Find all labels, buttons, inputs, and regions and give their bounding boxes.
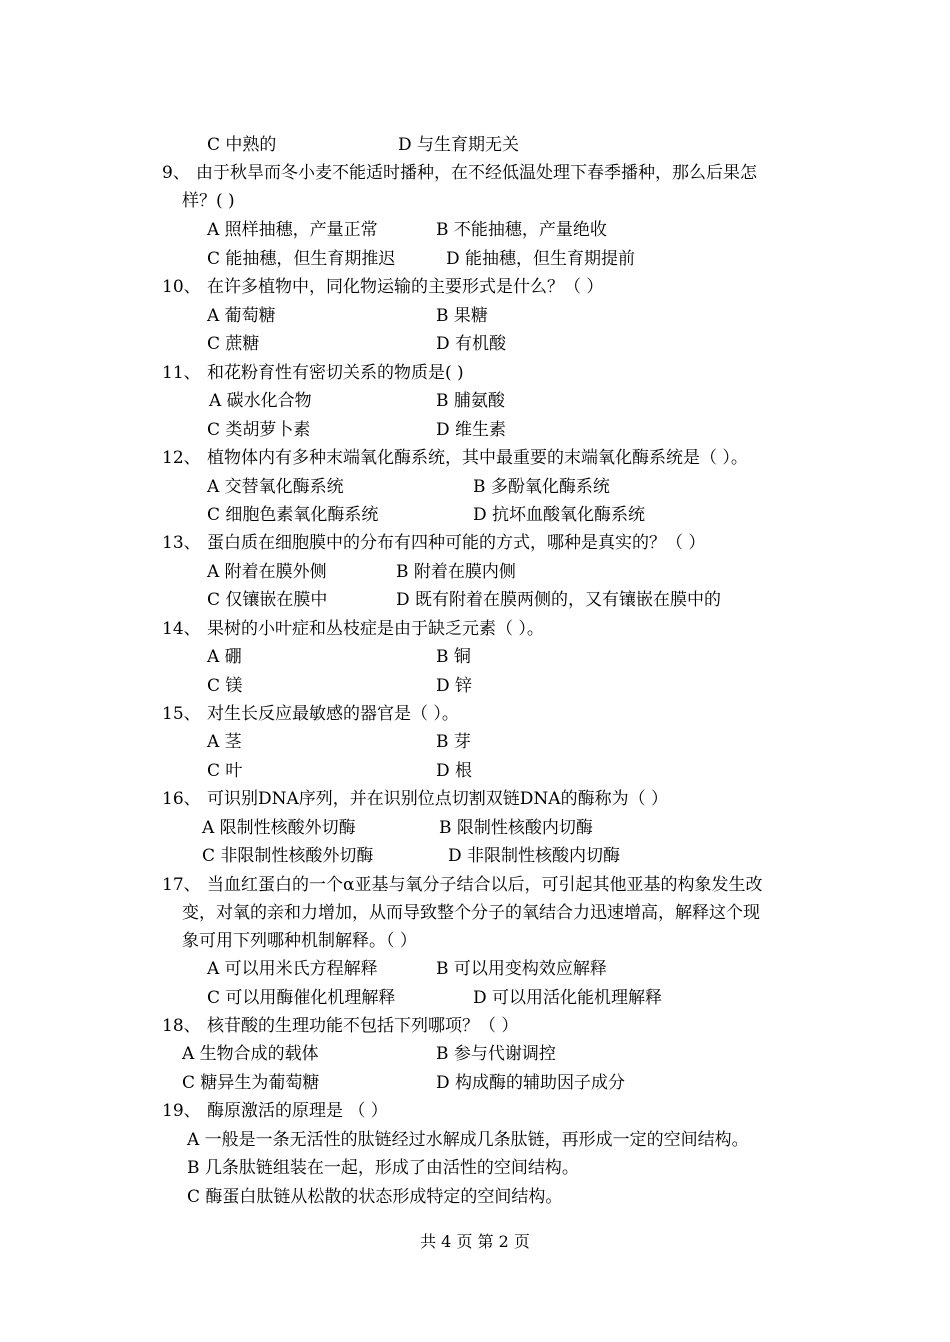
option-c: C 中熟的	[207, 135, 277, 155]
option-d: D 可以用活化能机理解释	[473, 988, 663, 1008]
question-text-line: 样？( )	[182, 191, 235, 211]
option-c: C 叶	[207, 761, 243, 781]
question-text: 对生长反应最敏感的器官是（ ）。	[207, 704, 459, 724]
option-b: B 不能抽穗，产量绝收	[436, 220, 607, 240]
option-b: B 几条肽链组装在一起，形成了由活性的空间结构。	[187, 1158, 579, 1178]
question-number: 15、	[162, 704, 201, 724]
option-b: B 脯氨酸	[436, 391, 505, 411]
option-a: A 附着在膜外侧	[207, 562, 327, 582]
option-c: C 能抽穗，但生育期推迟	[207, 249, 396, 269]
question-number: 16、	[162, 789, 201, 809]
question-number: 19、	[162, 1101, 201, 1121]
option-c: C 糖异生为葡萄糖	[182, 1073, 320, 1093]
option-b: B 参与代谢调控	[436, 1044, 556, 1064]
option-b: B 附着在膜内侧	[396, 562, 516, 582]
option-a: A 碳水化合物	[209, 391, 312, 411]
question-text: 酶原激活的原理是 （ ）	[207, 1101, 388, 1121]
question-number: 11、	[162, 363, 201, 383]
question-number: 10、	[162, 277, 201, 297]
option-b: B 多酚氧化酶系统	[473, 477, 610, 497]
option-d: D 与生育期无关	[398, 135, 520, 155]
option-c: C 类胡萝卜素	[207, 420, 311, 440]
question-number: 12、	[162, 448, 201, 468]
question-text-line: 变，对氧的亲和力增加，从而导致整个分子的氧结合力迅速增高，解释这个现	[182, 903, 760, 923]
option-a: A 交替氧化酶系统	[207, 477, 344, 497]
option-d: D 有机酸	[436, 334, 507, 354]
question-number: 9、	[162, 163, 190, 183]
option-c: C 可以用酶催化机理解释	[207, 988, 396, 1008]
option-d: D 锌	[436, 676, 473, 696]
option-d: D 既有附着在膜两侧的，又有镶嵌在膜中的	[396, 590, 722, 610]
option-c: C 非限制性核酸外切酶	[202, 846, 374, 866]
option-b: B 铜	[436, 647, 471, 667]
question-text: 在许多植物中，同化物运输的主要形式是什么？（ ）	[207, 277, 604, 297]
option-d: D 抗坏血酸氧化酶系统	[473, 505, 646, 525]
question-number: 13、	[162, 533, 201, 553]
option-a: A 可以用米氏方程解释	[207, 959, 378, 979]
option-b: B 可以用变构效应解释	[436, 959, 607, 979]
question-number: 17、	[162, 875, 201, 895]
option-b: B 限制性核酸内切酶	[439, 818, 593, 838]
question-text: 核苷酸的生理功能不包括下列哪项？（ ）	[207, 1016, 519, 1036]
option-a: A 硼	[207, 647, 242, 667]
option-c: C 细胞色素氧化酶系统	[207, 505, 379, 525]
option-b: B 芽	[436, 732, 471, 752]
option-a: A 葡萄糖	[207, 306, 276, 326]
option-a: A 照样抽穗，产量正常	[207, 220, 378, 240]
option-a: A 一般是一条无活性的肽链经过水解成几条肽链，再形成一定的空间结构。	[187, 1130, 749, 1150]
option-d: D 维生素	[436, 420, 507, 440]
option-c: C 仅镶嵌在膜中	[207, 590, 328, 610]
option-c: C 镁	[207, 676, 243, 696]
option-a: A 生物合成的载体	[182, 1044, 319, 1064]
question-number: 18、	[162, 1016, 201, 1036]
option-a: A 限制性核酸外切酶	[202, 818, 356, 838]
option-c: C 酶蛋白肽链从松散的状态形成特定的空间结构。	[187, 1187, 563, 1207]
option-c: C 蔗糖	[207, 334, 260, 354]
question-text: 可识别DNA序列，并在识别位点切割双链DNA的酶称为（ ）	[207, 789, 668, 809]
option-d: D 能抽穗，但生育期提前	[446, 249, 636, 269]
option-d: D 根	[436, 761, 473, 781]
option-d: D 构成酶的辅助因子成分	[436, 1073, 626, 1093]
option-b: B 果糖	[436, 306, 488, 326]
question-number: 14、	[162, 619, 201, 639]
question-text: 果树的小叶症和丛枝症是由于缺乏元素（ ）。	[207, 619, 544, 639]
question-text: 当血红蛋白的一个α亚基与氧分子结合以后，可引起其他亚基的构象发生改	[207, 875, 763, 895]
question-text: 由于秋旱而冬小麦不能适时播种，在不经低温处理下春季播种，那么后果怎	[196, 163, 757, 183]
question-text: 植物体内有多种末端氧化酶系统，其中最重要的末端氧化酶系统是（ ）。	[207, 448, 748, 468]
question-text-line: 象可用下列哪种机制解释。（ ）	[182, 931, 417, 951]
question-text: 蛋白质在细胞膜中的分布有四种可能的方式，哪种是真实的？（ ）	[207, 533, 706, 553]
page-footer: 共 4 页 第 2 页	[420, 1232, 530, 1251]
option-a: A 茎	[207, 732, 242, 752]
option-d: D 非限制性核酸内切酶	[448, 846, 621, 866]
question-text: 和花粉育性有密切关系的物质是( )	[207, 363, 464, 383]
